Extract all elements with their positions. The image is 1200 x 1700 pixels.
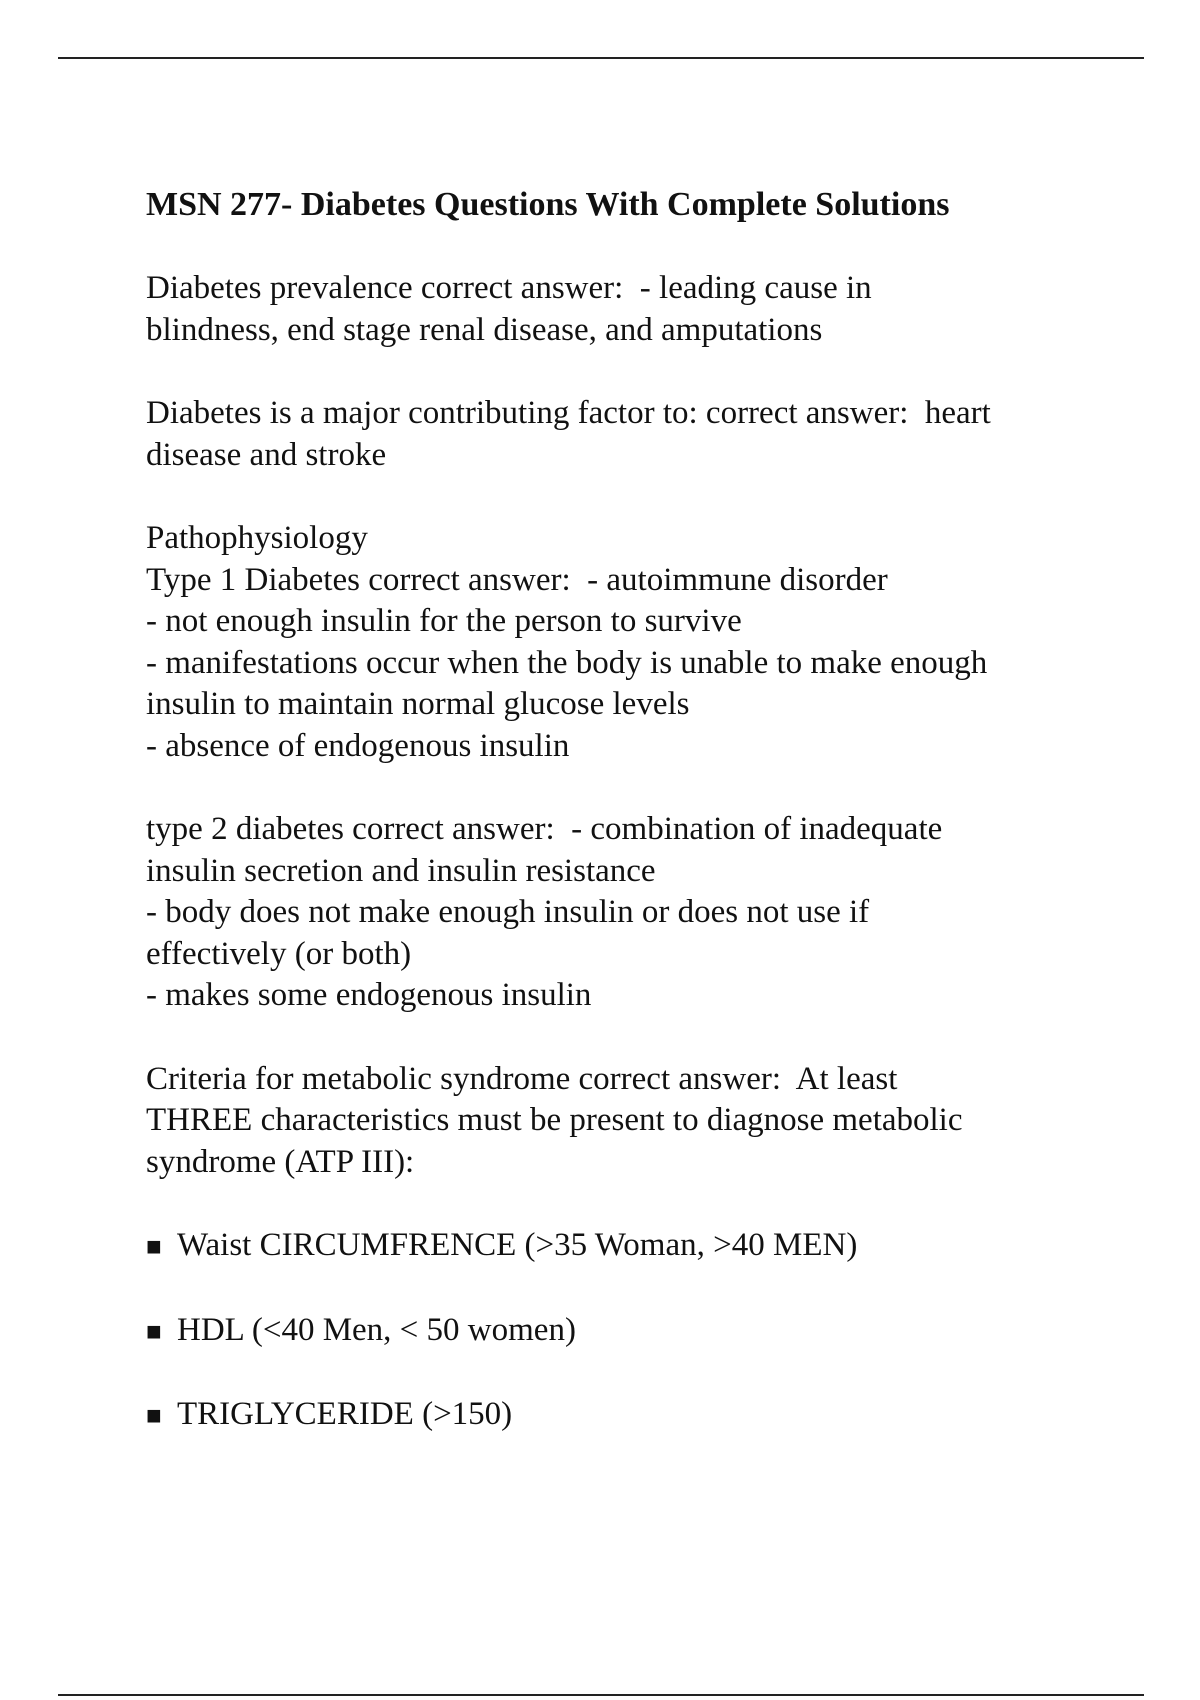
qa-line: - not enough insulin for the person to survive bbox=[146, 603, 742, 639]
square-bullet-icon: ■ bbox=[146, 1232, 162, 1261]
qa-line: - body does not make enough insulin or does not use if bbox=[146, 894, 870, 930]
bullet-text: Waist CIRCUMFRENCE (>35 Woman, >40 MEN) bbox=[177, 1227, 858, 1263]
qa-line: insulin secretion and insulin resistance bbox=[146, 852, 656, 889]
qa-block-contributing-factor bbox=[146, 393, 1106, 476]
qa-block-prevalence bbox=[146, 268, 1106, 351]
square-bullet-icon: ■ bbox=[146, 1316, 162, 1346]
bullet-text: TRIGLYCERIDE (>150) bbox=[177, 1396, 513, 1432]
qa-line: - makes some endogenous insulin bbox=[146, 977, 592, 1013]
qa-line: Diabetes is a major contributing factor to: correct answer: heart bbox=[146, 395, 991, 431]
qa-line: Type 1 Diabetes correct answer: - autoimmune disorder bbox=[146, 561, 888, 598]
qa-block-type-1 bbox=[146, 518, 1106, 767]
bullet-item-hdl bbox=[146, 1310, 1106, 1353]
bullet-item-triglyceride bbox=[146, 1394, 1106, 1437]
qa-block-metabolic-syndrome bbox=[146, 1059, 1106, 1184]
header-rule bbox=[58, 57, 1144, 59]
square-bullet-icon: ■ bbox=[146, 1401, 162, 1430]
qa-line: syndrome (ATP III): bbox=[146, 1143, 415, 1180]
qa-line: type 2 diabetes correct answer: - combination of inadequate bbox=[146, 811, 943, 847]
document-title: MSN 277- Diabetes Questions With Complete Solutions bbox=[146, 186, 950, 223]
bullet-item-waist bbox=[146, 1225, 1106, 1268]
qa-line: - manifestations occur when the body is unable to make enough bbox=[146, 644, 988, 681]
qa-line: blindness, end stage renal disease, and amputations bbox=[146, 311, 823, 348]
qa-line: THREE characteristics must be present to diagnose metabolic bbox=[146, 1102, 963, 1138]
footer-rule bbox=[58, 1694, 1144, 1696]
qa-line: Diabetes prevalence correct answer: - leading cause in bbox=[146, 270, 872, 306]
bullet-text: HDL (<40 Men, < 50 women) bbox=[177, 1311, 576, 1348]
qa-block-type-2 bbox=[146, 809, 1106, 1017]
qa-line: - absence of endogenous insulin bbox=[146, 727, 570, 764]
qa-line: Pathophysiology bbox=[146, 520, 368, 556]
qa-line: Criteria for metabolic syndrome correct answer: At least bbox=[146, 1060, 898, 1097]
qa-line: effectively (or both) bbox=[146, 935, 412, 972]
document-body bbox=[146, 184, 1106, 1479]
qa-line: insulin to maintain normal glucose levels bbox=[146, 686, 690, 722]
qa-line: disease and stroke bbox=[146, 436, 387, 473]
